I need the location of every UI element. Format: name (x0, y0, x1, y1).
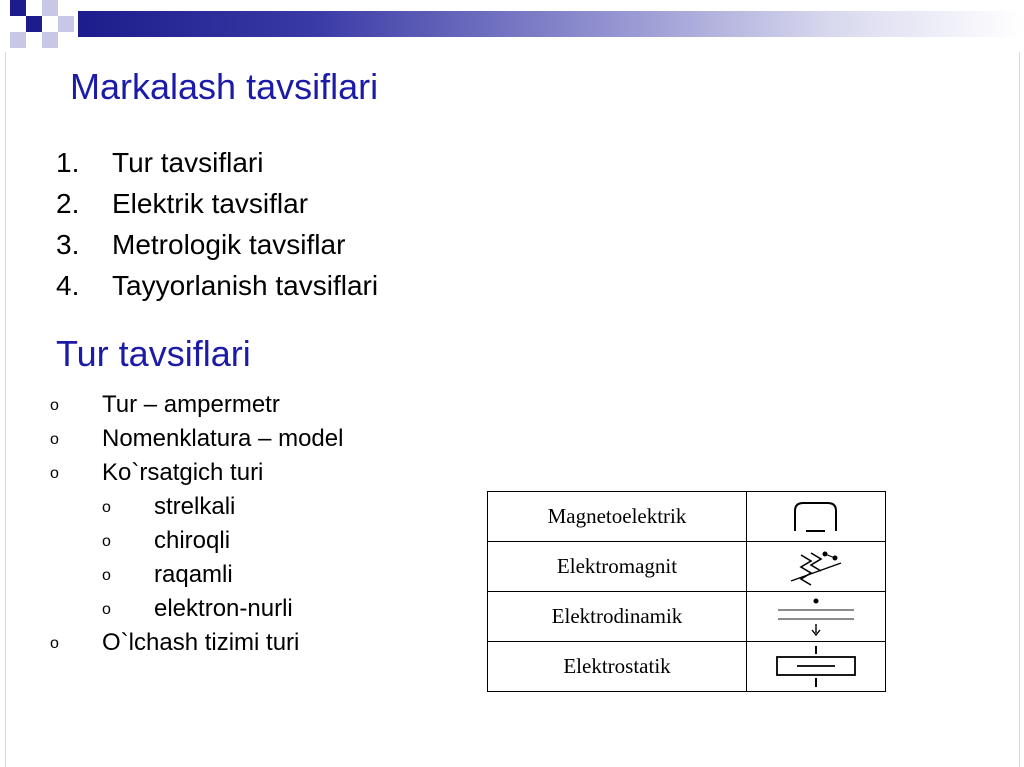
electromagnetic-symbol-icon (781, 547, 851, 587)
decor-square (42, 32, 58, 48)
numbered-list (56, 142, 378, 306)
measurement-system-table (487, 491, 886, 692)
title-bar-decoration (0, 0, 1024, 52)
system-name-cell: Elektrostatik (488, 642, 747, 692)
sub-bullet-item: o elektron-nurli (50, 592, 343, 626)
decor-square (10, 32, 26, 48)
table-row (488, 642, 886, 692)
symbol-cell (747, 492, 886, 542)
table-row (488, 542, 886, 592)
system-name-cell: Elektrodinamik (488, 592, 747, 642)
bullet-circle-icon: o (102, 600, 111, 618)
bullet-circle-icon: o (50, 464, 59, 482)
system-name-cell: Magnetoelektrik (488, 492, 747, 542)
bullet-list (50, 388, 343, 660)
table-row (488, 592, 886, 642)
symbol-cell (747, 542, 886, 592)
sub-bullet-item: o raqamli (50, 558, 343, 592)
right-border-line (1019, 52, 1020, 767)
decor-square (42, 0, 58, 16)
bullet-circle-icon: o (50, 634, 59, 652)
decor-square (26, 16, 42, 32)
bullet-item: o Nomenklatura – model (50, 422, 343, 456)
title-gradient-bar (78, 11, 1024, 37)
bullet-circle-icon: o (102, 498, 111, 516)
numbered-list-item: 3. Metrologik tavsiflar (56, 229, 346, 260)
magnetoelectric-symbol-icon (786, 499, 846, 535)
system-name-cell: Elektromagnit (488, 542, 747, 592)
electrodynamic-symbol-icon (774, 597, 858, 637)
numbered-list-item: 4. Tayyorlanish tavsiflari (56, 270, 379, 301)
bullet-item: o Ko`rsatgich turi (50, 456, 343, 490)
bullet-circle-icon: o (50, 430, 59, 448)
numbered-list-item: 1. Tur tavsiflari (56, 147, 264, 178)
bullet-circle-icon: o (102, 532, 111, 550)
slide-title: Markalash tavsiflari (70, 66, 379, 107)
symbol-cell (747, 642, 886, 692)
bullet-item: o Tur – ampermetr (50, 388, 343, 422)
sub-bullet-item: o strelkali (50, 490, 343, 524)
bullet-circle-icon: o (50, 396, 59, 414)
bullet-circle-icon: o (102, 566, 111, 584)
section-subtitle: Tur tavsiflari (56, 333, 251, 374)
numbered-list-item: 2. Elektrik tavsiflar (56, 188, 309, 219)
electrostatic-symbol-icon (773, 645, 859, 689)
symbol-cell (747, 592, 886, 642)
left-border-line (5, 52, 6, 767)
decor-square (58, 16, 74, 32)
bullet-item: o O`lchash tizimi turi (50, 626, 343, 660)
sub-bullet-item: o chiroqli (50, 524, 343, 558)
decor-square (10, 0, 26, 16)
table-row (488, 492, 886, 542)
